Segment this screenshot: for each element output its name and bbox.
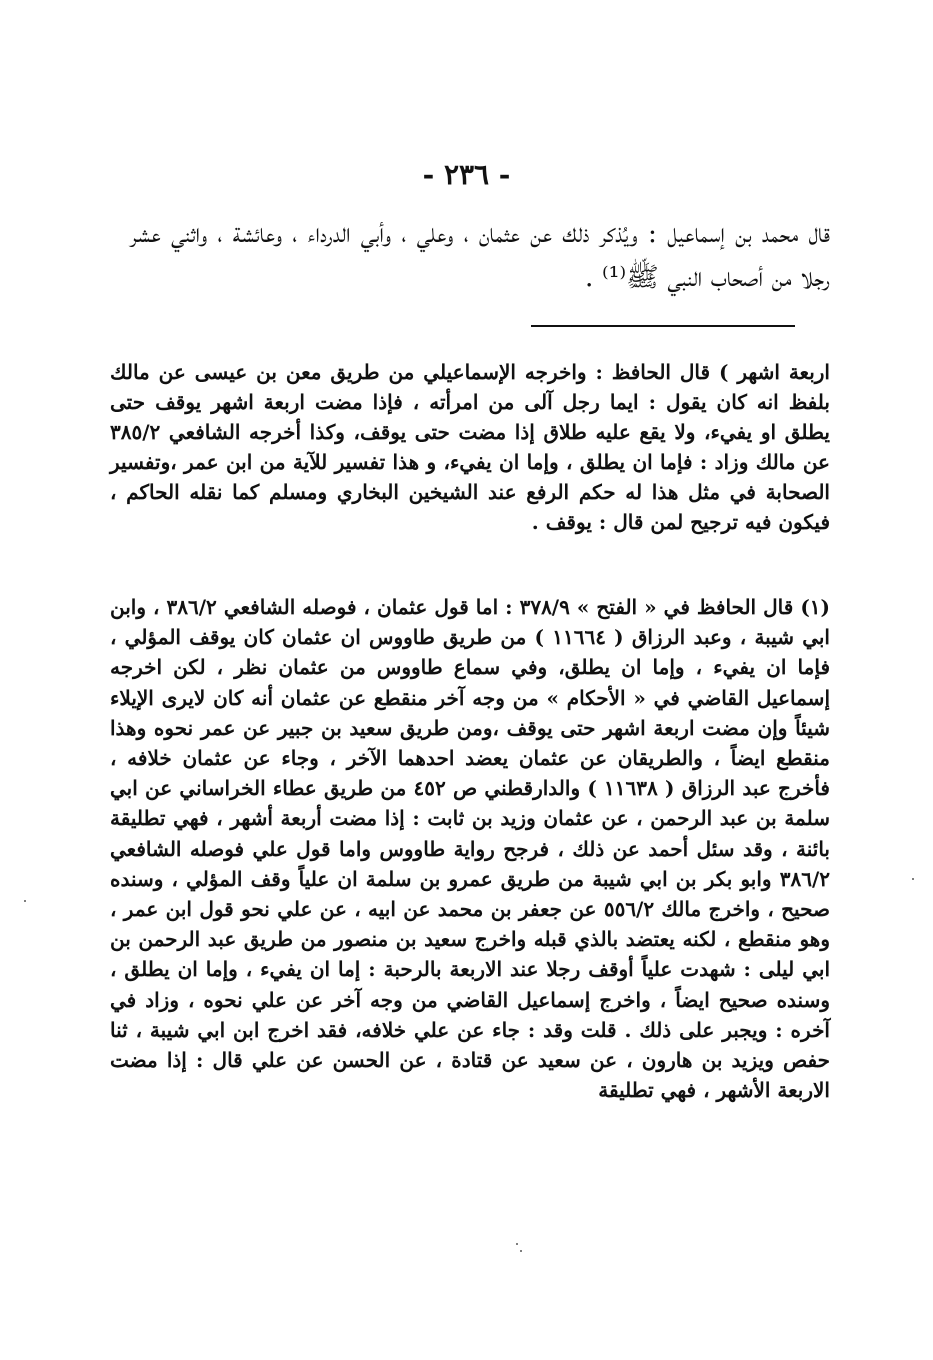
scan-speck bbox=[912, 878, 914, 880]
scan-speck bbox=[520, 1250, 522, 1252]
footnote-1 bbox=[110, 592, 830, 1105]
footnote-1-text: (١) قال الحافظ في « الفتح » ٣٧٨/٩ : اما قول عثمان ، فوصله الشافعي ٣٨٦/٢ ، وابن ابي شيبة ، وعبد الرزاق ( ١١٦٦٤ ) من طريق طاووس ان عثمان كان يوقف المؤلي ، فإما ان يفيء ، وإما ان يطلق، وفي سماع طاووس من عثمان نظر ، لكن اخرجه إسماعيل القاضي في « الأحكام » من وجه آخر منقطع عن عثمان أنه كان لايرى الإيلاء شيئاً وإن مضت اربعة اشهر حتى يوقف ،ومن طريق سعيد بن جبير عن عمر نحوه وهذا منقطع ايضاً ، والطريقان عن عثمان يعضد احدهما الآخر ، وجاء عن عثمان خلافه ، فأخرج عبد الرزاق ( ١١٦٣٨ ) والدارقطني ص ٤٥٢ من طريق عطاء الخراساني عن ابي سلمة بن عبد الرحمن ، عن عثمان وزيد بن ثابت : إذا مضت أربعة أشهر ، فهي تطليقة بائنة ، وقد سئل أحمد عن ذلك ، فرجح رواية طاووس واما قول علي فوصله الشافعي ٣٨٦/٢ وابو بكر بن ابي شيبة من طريق عمرو بن سلمة ان علياً وقف المؤلي ، وسنده صحيح ، واخرج مالك ٥٥٦/٢ عن جعفر بن محمد عن ابيه ، عن علي نحو قول ابن عمر ، وهو منقطع ، لكنه يعتضد بالذي قبله واخرج سعيد بن منصور من طريق عبد الرحمن بن ابي ليلى : شهدت علياً أوقف رجلا عند الاربعة بالرحبة : إما ان يفيء ، وإما ان يطلق ، وسنده صحيح ايضاً ، واخرج إسماعيل القاضي من وجه آخر عن علي نحوه ، وزاد في آخره : ويجبر على ذلك . قلت وقد : جاء عن علي خلافه، فقد اخرج ابن ابي شيبة ، ثنا حفص ويزيد بن هارون ، عن سعيد عن قتادة ، عن الحسن عن علي قال : إذا مضت الاربعة الأشهر ، فهي تطليقة bbox=[110, 595, 831, 1103]
footnote-divider bbox=[531, 325, 795, 327]
main-paragraph: قال محمد بن إسماعيل : ويُذكر ذلك عن عثمان ، وعلي ، وأبي الدرداء ، وعائشة ، واثني عشر رجلا من أصحاب النبي ﷺ⁽¹⁾ . bbox=[130, 218, 830, 293]
footnote-continuation-text: اربعة اشهر ) قال الحافظ : واخرجه الإسماعيلي من طريق معن بن عيسى عن مالك بلفظ انه كان يقول : ايما رجل آلى من امرأته ، فإذا مضت اربعة اشهر يوقف حتى يطلق او يفيء، ولا يقع عليه طلاق إذا مضت حتى يوقف، وكذا أخرجه الشافعي ٣٨٥/٢ عن مالك وزاد : فإما ان يطلق ، وإما ان يفيء، و هذا تفسير للآية من ابن عمر ،وتفسير الصحابة في مثل هذا له حكم الرفع عند الشيخين البخاري ومسلم كما نقله الحاكم ، فيكون فيه ترجيح لمن قال : يوقف . bbox=[110, 360, 830, 534]
footnote-continuation bbox=[110, 357, 830, 537]
main-text-block bbox=[130, 212, 830, 300]
scan-speck bbox=[516, 1243, 518, 1245]
page-number: - ٢٣٦ - bbox=[422, 158, 511, 191]
scan-speck bbox=[24, 900, 26, 902]
